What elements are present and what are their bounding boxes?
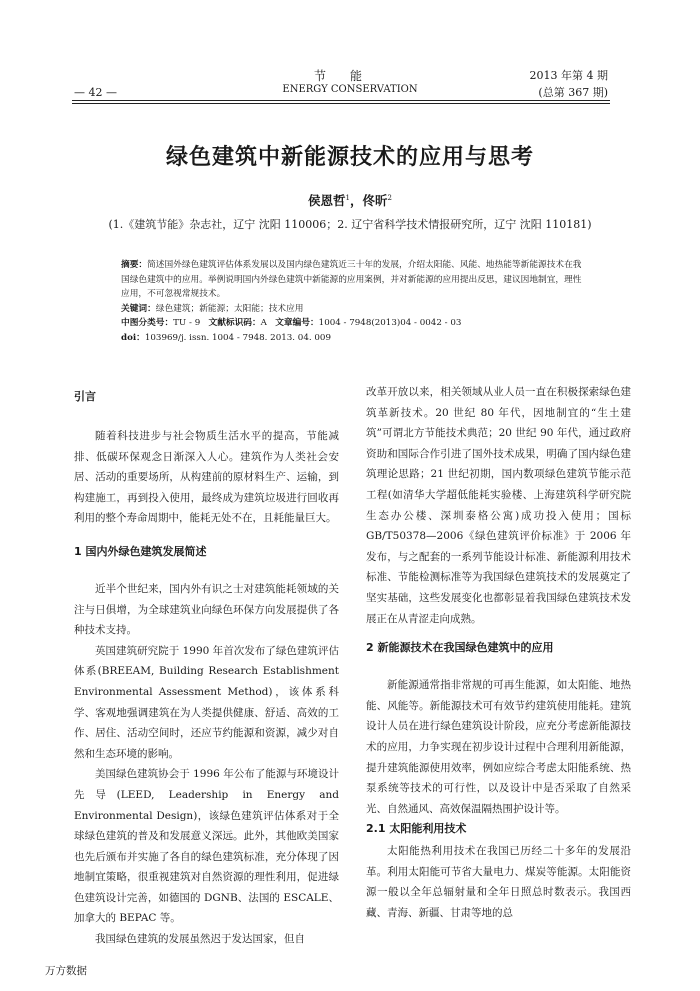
- header-rule-top: [72, 100, 610, 101]
- article-no-label: 文章编号：: [275, 318, 319, 328]
- clc-label: 中图分类号：: [121, 318, 174, 328]
- keywords-label: 关键词：: [121, 303, 156, 314]
- author-name: 佟昕: [362, 193, 388, 208]
- author-affiliation-mark: 1: [345, 193, 350, 202]
- author-separator: ，: [349, 193, 363, 208]
- abstract-text: 简述国外绿色建筑评估体系发展以及国内绿色建筑近三十年的发展，介绍太阳能、风能、地热能等新能源技术在我国绿色建筑中的应用。举例说明国内外绿色建筑中新能源的应用案例，并对新能源的应用提出反思，建议因地制宜，理性应用，不可忽视常规技术。: [121, 260, 582, 299]
- article-no-value: 1004 - 7948(2013)04 - 0042 - 03: [318, 318, 462, 328]
- article-title: 绿色建筑中新能源技术的应用与思考: [165, 144, 534, 170]
- section-heading: 2 新能源技术在我国绿色建筑中的应用: [366, 641, 554, 655]
- paragraph: 美国绿色建筑协会于 1996 年公布了能源与环境设计先导(LEED, Leadership in Energy and Environmental Design)，该绿色建筑评估体系对于全球绿色建筑的普及和发展意义深远。此外，其他欧美国家也先后颁布并实施了各自的绿色建筑标准，充分体现了因地制宜策略，很重视建筑对自然资源的理性利用，促进绿色建筑设计完善，如德国的 DGNB、法国的 ESCALE、加拿大的 BEPAC 等。: [74, 768, 339, 925]
- author-affiliation-mark: 2: [387, 193, 392, 202]
- paragraph: 改革开放以来，相关领域从业人员一直在积极探索绿色建筑革新技术。20 世纪 80 年代，因地制宜的“生土建筑”可谓北方节能技术典范；20 世纪 90 年代，通过政府资助和国际合作引进了国外技术成果，明确了国内绿色建筑理论思路；21 世纪初期，国内数项绿色建筑节能示范工程(如清华大学超低能耗实验楼、上海建筑科学研究院生态办公楼、深圳泰格公寓)成功投入使用；国标 GB/T50378—2006《绿色建筑评价标准》于 2006 年发布，与之配套的一系列节能设计标准、新能源利用技术标准、节能检测标准等为我国绿色建筑技术的发展奠定了坚实基础，这些发展变化也都彰显着我国绿色建筑技术发展正在从青涩走向成熟。: [366, 386, 631, 625]
- subsection-heading: 2.1 太阳能利用技术: [366, 822, 467, 836]
- header-rule-bottom: [72, 103, 610, 104]
- author-line: [0, 191, 700, 209]
- body-column-right: [366, 382, 631, 924]
- doi-label: doi：: [121, 332, 145, 343]
- paragraph: 我国绿色建筑的发展虽然迟于发达国家，但自: [95, 933, 305, 946]
- classification-line: [121, 316, 587, 331]
- author-name: 侯恩哲: [308, 193, 346, 208]
- keywords-text: 绿色建筑；新能源；太阳能；技术应用: [155, 303, 304, 314]
- doc-code-value: A: [260, 318, 267, 328]
- page-number: — 42 —: [74, 86, 117, 99]
- issue-label: 2013 年第 4 期: [529, 69, 608, 82]
- doi-value: 103969/j. issn. 1004 - 7948. 2013. 04. 009: [144, 332, 331, 343]
- journal-name-en: ENERGY CONSERVATION: [282, 84, 418, 95]
- doi-line: [121, 331, 587, 346]
- abstract-block: [121, 258, 587, 345]
- doc-code-label: 文献标识码：: [208, 318, 261, 328]
- affiliation: (1.《建筑节能》杂志社，辽宁 沈阳 110006；2. 辽宁省科学技术情报研究所，辽宁 沈阳 110181): [108, 218, 592, 231]
- section-heading: 1 国内外绿色建筑发展简述: [74, 544, 207, 558]
- watermark-text: 万方数据: [45, 965, 87, 977]
- journal-name-cn: 节能: [313, 69, 386, 83]
- abstract: [121, 258, 587, 302]
- paragraph: 英国建筑研究院于 1990 年首次发布了绿色建筑评估体系(BREEAM, Building Research Establishment Environmental Assessment Method)，该体系科学、客观地强调建筑在为人类提供健康、舒适、高效的工作、居住、活动空间时，还应节约能源和资源，减少对自然和生态环境的影响。: [74, 644, 339, 760]
- abstract-label: 摘要：: [121, 260, 148, 270]
- paragraph: 新能源通常指非常规的可再生能源，如太阳能、地热能、风能等。新能源技术可有效节约建筑使用能耗。建筑设计人员在进行绿色建筑设计阶段，应充分考虑新能源技术的应用，力争实现在初步设计过程中合理利用新能源，提升建筑能源使用效率，例如应综合考虑太阳能系统、热泵系统等技术的可行性，以及设计中是否采取了自然采光、自然通风、高效保温隔热围护设计等。: [366, 679, 631, 815]
- keywords: [121, 302, 587, 317]
- paragraph: 太阳能热利用技术在我国已历经二十多年的发展沿革。利用太阳能可节省大量电力、煤炭等能源。太阳能资源一般以全年总辐射量和全年日照总时数表示。我国西藏、青海、新疆、甘肃等地的总: [366, 845, 631, 920]
- clc-value: TU - 9: [173, 318, 201, 328]
- body-column-left: [74, 382, 339, 950]
- section-heading: 引言: [74, 390, 96, 403]
- paragraph: 近半个世纪来，国内外有识之士对建筑能耗领域的关注与日俱增，为全球建筑业向绿色环保方向发展提供了各种技术支持。: [74, 582, 339, 637]
- paragraph: 随着科技进步与社会物质生活水平的提高，节能减排、低碳环保观念日渐深入人心。建筑作为人类社会安居、活动的重要场所，从构建前的原材料生产、运输，到构建施工，再到投入使用，最终成为建筑垃圾进行回收再利用的整个寿命周期中，能耗无处不在，且耗能量巨大。: [74, 430, 339, 525]
- total-issue-label: (总第 367 期): [538, 86, 608, 99]
